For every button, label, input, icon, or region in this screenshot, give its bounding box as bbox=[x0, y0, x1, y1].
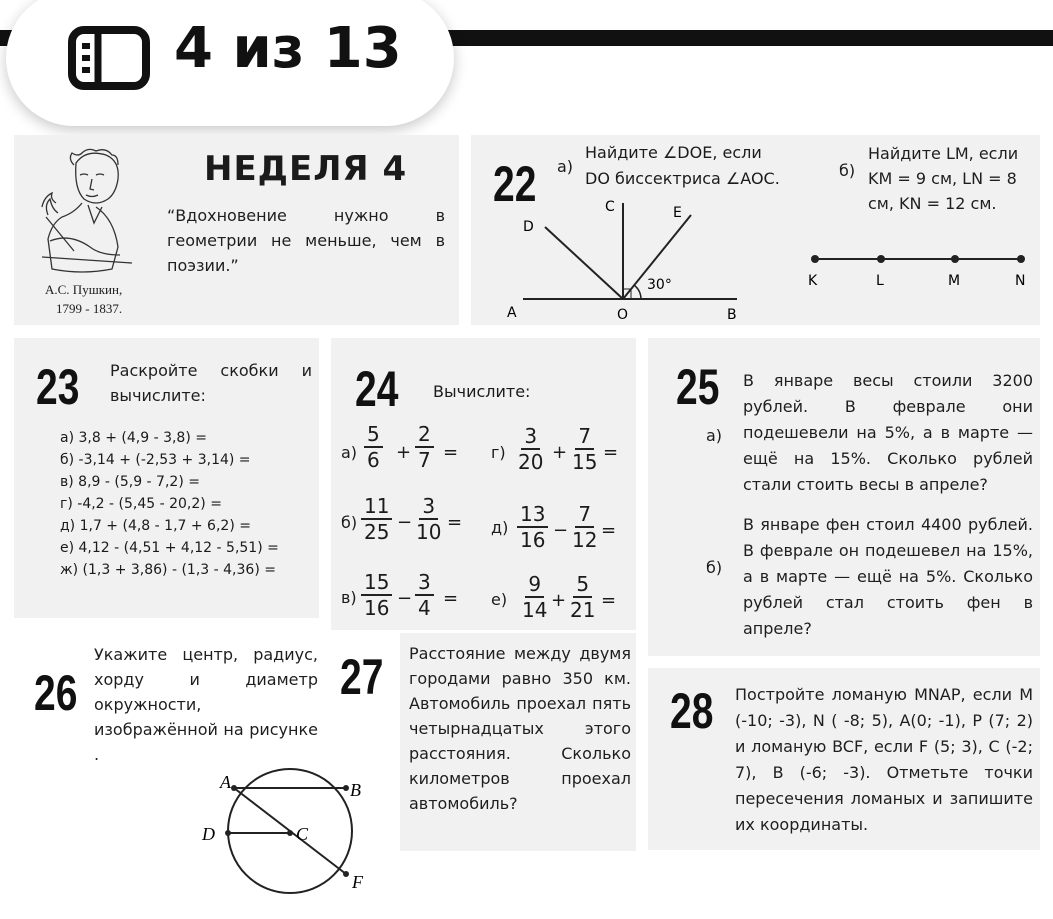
equals-sign: = bbox=[603, 442, 619, 463]
task24-number: 24 bbox=[355, 361, 399, 417]
task24-panel bbox=[331, 338, 636, 630]
segment-diagram bbox=[801, 245, 1031, 289]
author-name: А.С. Пушкин, bbox=[45, 282, 123, 297]
task23-item: в) 8,9 - (5,9 - 7,2) = bbox=[60, 474, 200, 490]
fraction: $\frac{9}{14}$ bbox=[522, 572, 548, 622]
fraction: $\frac{15}{16}$ bbox=[361, 570, 392, 620]
fraction: $\frac{5}{6}$ bbox=[364, 422, 383, 472]
equals-sign: = bbox=[601, 590, 617, 611]
task23-number: 23 bbox=[36, 359, 80, 415]
fraction: $\frac{5}{21}$ bbox=[570, 572, 596, 622]
task28-panel bbox=[648, 668, 1040, 850]
task24-label: е) bbox=[491, 590, 508, 609]
task23-item: а) 3,8 + (4,9 - 3,8) = bbox=[60, 430, 207, 446]
angle-value-label: 30° bbox=[647, 277, 672, 293]
week-panel bbox=[14, 135, 459, 325]
segment-point-M: M bbox=[948, 273, 961, 289]
task23-panel bbox=[14, 338, 319, 618]
fraction: $\frac{3}{4}$ bbox=[415, 570, 434, 620]
operator: + bbox=[396, 442, 412, 463]
task23-item: г) -4,2 - (5,45 - 20,2) = bbox=[60, 496, 222, 512]
task23-item: д) 1,7 + (4,8 - 1,7 + 6,2) = bbox=[60, 518, 251, 534]
task25-b-marker: б) bbox=[706, 558, 723, 577]
task26-text: Укажите центр, радиус, хорду и диаметр окружности, изображённой на рисунке . bbox=[94, 645, 318, 764]
task27-text: Расстояние между двумя городами равно 350 км. Автомобиль проехал пять четырнадцатых этого расстояния. Сколько километров проехал автомобиль? bbox=[409, 644, 631, 813]
circle-point-D: D bbox=[202, 824, 215, 844]
segment-point-N: N bbox=[1015, 273, 1026, 289]
task22-panel bbox=[471, 135, 1040, 325]
task23-item: е) 4,12 - (4,51 + 4,12 - 5,51) = bbox=[60, 540, 279, 556]
task23-items bbox=[60, 430, 279, 584]
point-label-D: D bbox=[523, 219, 534, 235]
point-label-C: C bbox=[605, 199, 615, 215]
fraction: $\frac{3}{20}$ bbox=[518, 424, 544, 474]
circle-diagram bbox=[190, 768, 388, 919]
circle-point-B: B bbox=[350, 780, 361, 800]
task24-label: а) bbox=[341, 443, 358, 462]
week-title: НЕДЕЛЯ 4 bbox=[204, 149, 408, 189]
fraction: $\frac{11}{25}$ bbox=[361, 494, 392, 544]
circle-point-A: A bbox=[220, 772, 231, 792]
task24-label: в) bbox=[341, 588, 357, 607]
fraction: $\frac{13}{16}$ bbox=[517, 502, 548, 552]
task24-title: Вычислите: bbox=[433, 382, 531, 401]
task22-number: 22 bbox=[493, 156, 537, 212]
task23-item: ж) (1,3 + 3,86) - (1,3 - 4,36) = bbox=[60, 562, 276, 578]
angle-diagram bbox=[501, 197, 751, 325]
fraction: $\frac{3}{10}$ bbox=[416, 494, 442, 544]
operator: − bbox=[397, 588, 413, 609]
task27-number: 27 bbox=[340, 649, 384, 705]
operator: + bbox=[551, 590, 567, 611]
operator: − bbox=[553, 520, 569, 541]
operator: + bbox=[552, 442, 568, 463]
page-list-icon bbox=[68, 26, 150, 90]
task25-panel bbox=[648, 338, 1040, 656]
task22-a-text-line1: Найдите ∠DOE, если bbox=[585, 143, 762, 162]
equals-sign: = bbox=[443, 588, 459, 609]
task24-label: д) bbox=[491, 518, 509, 537]
page-counter: 4 из 13 bbox=[174, 16, 402, 81]
pushkin-portrait bbox=[36, 145, 146, 283]
author-years: 1799 - 1837. bbox=[56, 301, 123, 316]
task22-a-marker: а) bbox=[557, 157, 574, 176]
task22-a-text-line2: DO биссектриса ∠AOC. bbox=[585, 169, 780, 188]
task25-number: 25 bbox=[676, 359, 720, 415]
circle-point-F: F bbox=[352, 872, 363, 892]
task26-number: 26 bbox=[34, 665, 78, 721]
task22-b-marker: б) bbox=[839, 161, 856, 180]
point-label-O: O bbox=[617, 307, 629, 323]
task25-a-text: В январе весы стоили 3200 рублей. В феврале они подешевели на 5%, а в марте — ещё на 15%. Сколько рублей стали стоить весы в апреле? bbox=[743, 371, 1033, 494]
task22-b-text: Найдите LM, если KM = 9 см, LN = 8 см, KN = 12 см. bbox=[868, 144, 1019, 213]
fraction: $\frac{7}{12}$ bbox=[572, 502, 598, 552]
point-label-B: B bbox=[727, 307, 737, 323]
fraction: $\frac{2}{7}$ bbox=[415, 422, 434, 472]
task24-label: г) bbox=[491, 443, 506, 462]
point-label-A: A bbox=[507, 305, 517, 321]
task25-a-marker: а) bbox=[706, 426, 723, 445]
equals-sign: = bbox=[443, 442, 459, 463]
task23-title: Раскройте скобки и вычислите: bbox=[110, 361, 312, 405]
circle-point-C: C bbox=[296, 824, 309, 844]
task24-label: б) bbox=[341, 513, 358, 532]
segment-point-K: K bbox=[808, 273, 818, 289]
task23-item: б) -3,14 + (-2,53 + 3,14) = bbox=[60, 452, 251, 468]
task25-b-text: В январе фен стоил 4400 рублей. В феврале он подешевел на 15%, а в марте — ещё на 5%. Сколько рублей стал стоить фен в апреле? bbox=[743, 515, 1033, 638]
equals-sign: = bbox=[601, 520, 617, 541]
segment-point-L: L bbox=[876, 273, 884, 289]
task28-text: Постройте ломаную MNAP, если M (-10; -3), N ( -8; 5), A(0; -1), P (7; 2) и ломаную BCF, если F (5; 3), C (-2; 7), B (-6; -3). Отметьте точки пересечения ломаных и запишите их координаты. bbox=[735, 685, 1033, 834]
page-counter-pill[interactable] bbox=[6, 0, 454, 126]
equals-sign: = bbox=[447, 512, 463, 533]
point-label-E: E bbox=[673, 205, 682, 221]
task28-number: 28 bbox=[670, 683, 714, 739]
task27-panel bbox=[400, 633, 636, 851]
fraction: $\frac{7}{15}$ bbox=[572, 424, 598, 474]
week-quote: “Вдохновение нужно в геометрии не меньше, чем в поэзии.” bbox=[167, 206, 445, 275]
operator: − bbox=[397, 512, 413, 533]
